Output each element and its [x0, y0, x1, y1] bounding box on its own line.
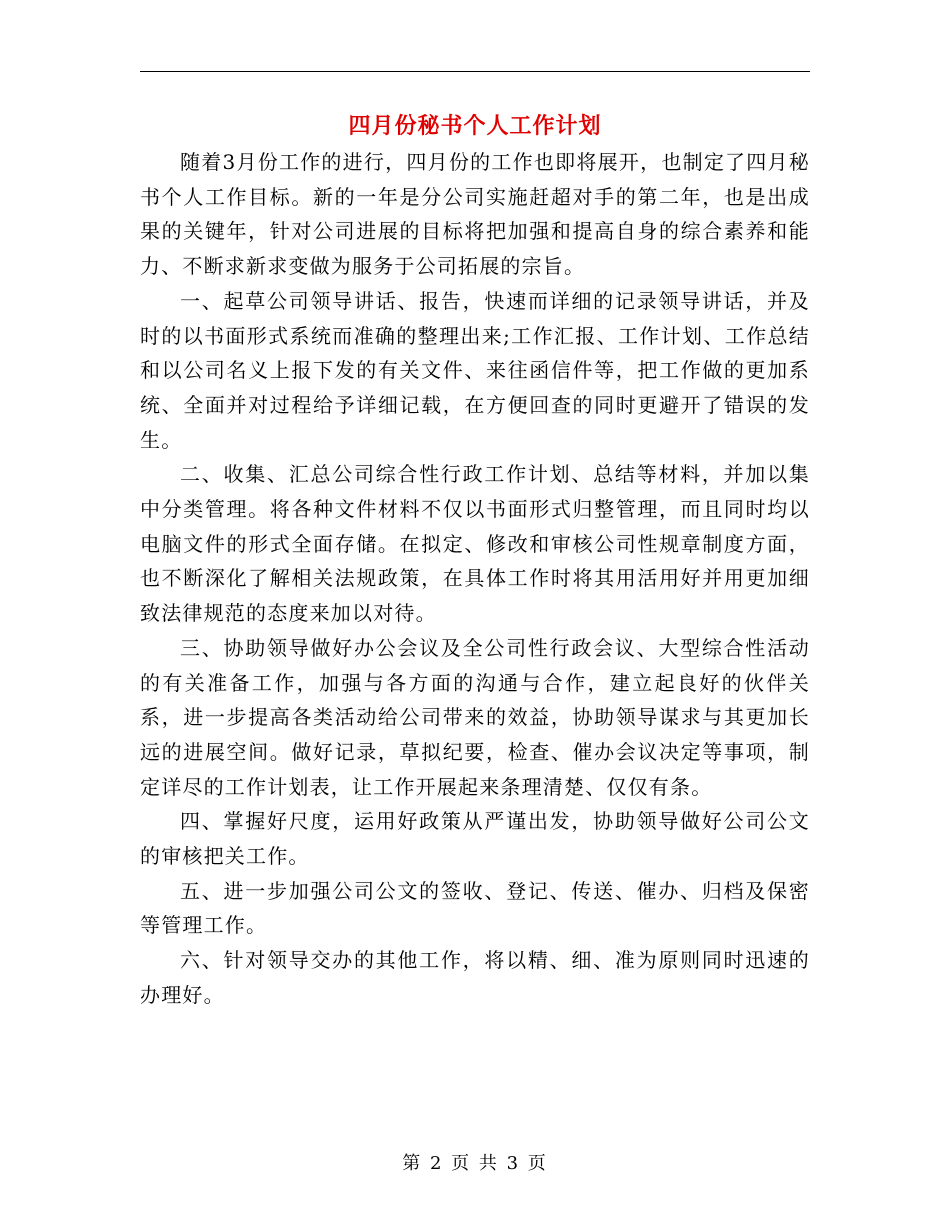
document-title: 四月份秘书个人工作计划 [348, 113, 602, 139]
paragraph-item-3: 三、协助领导做好办公会议及全公司性行政会议、大型综合性活动的有关准备工作，加强与各方面的沟通与合作，建立起良好的伙伴关系，进一步提高各类活动给公司带来的效益，协助领导谋求与其更加长远的进展空间。做好记录，草拟纪要，检查、催办会议决定等事项，制定详尽的工作计划表，让工作开展起来条理清楚、仅仅有条。 [140, 635, 810, 799]
paragraph-intro: 随着3月份工作的进行，四月份的工作也即将展开，也制定了四月秘书个人工作目标。新的一年是分公司实施赶超对手的第二年，也是出成果的关键年，针对公司进展的目标将把加强和提高自身的综合素养和能力、不断求新求变做为服务于公司拓展的宗旨。 [140, 150, 810, 279]
paragraph-item-4: 四、掌握好尺度，运用好政策从严谨出发，协助领导做好公司公文的审核把关工作。 [140, 809, 810, 869]
paragraph-item-1: 一、起草公司领导讲话、报告，快速而详细的记录领导讲话，并及时的以书面形式系统而准确的整理出来;工作汇报、工作计划、工作总结和以公司名义上报下发的有关文件、来往函信件等，把工作做的更加系统、全面并对过程给予详细记载，在方便回查的同时更避开了错误的发生。 [140, 288, 810, 452]
paragraph-item-5: 五、进一步加强公司公文的签收、登记、传送、催办、归档及保密等管理工作。 [140, 878, 810, 938]
header-rule [140, 71, 810, 72]
paragraph-item-2: 二、收集、汇总公司综合性行政工作计划、总结等材料，并加以集中分类管理。将各种文件材料不仅以书面形式归整管理，而且同时均以电脑文件的形式全面存储。在拟定、修改和审核公司性规章制度方面，也不断深化了解相关法规政策，在具体工作时将其用活用好并用更加细致法律规范的态度来加以对待。 [140, 462, 810, 626]
paragraph-item-6: 六、针对领导交办的其他工作，将以精、细、准为原则同时迅速的办理好。 [140, 948, 810, 1007]
document-body [140, 145, 810, 1013]
page-number-footer: 第 2 页 共 3 页 [402, 1153, 548, 1174]
